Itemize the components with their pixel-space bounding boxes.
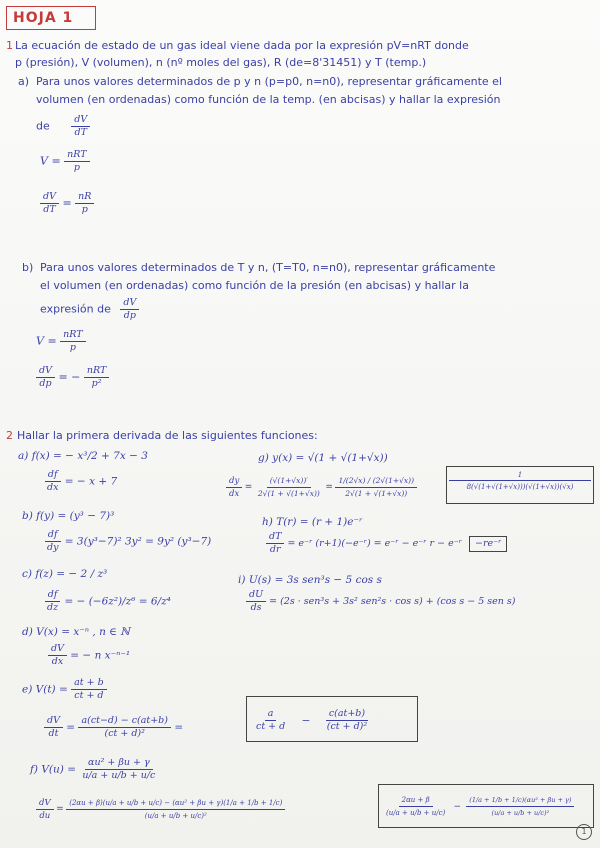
minus-sign: − [453,801,462,812]
problem-1b-line3-text: expresión de [40,302,111,316]
frac-den: dx [51,656,64,667]
eq-sign: = [244,482,253,493]
result-expression [383,795,574,818]
frac-den: (u/a + u/b + u/c) [386,809,446,817]
frac-den: (ct + d)² [104,728,145,739]
problem-2d-derivative [48,644,130,667]
result-frac [449,471,591,492]
frac-num: αu² + βu + γ [85,758,153,770]
function-expression: T(r) = (r + 1)e⁻ʳ [276,516,363,528]
frac-den: (u/a + u/b + u/c)² [491,809,550,817]
problem-2a-derivative [44,470,117,493]
frac-num: nRT [60,330,85,342]
calc-frac-2 [335,476,417,499]
deriv-lhs [44,716,63,739]
frac-num: df [45,530,61,542]
frac-den: ct + d [74,690,104,701]
problem-1b-line3 [40,298,139,321]
problem-1b-line1: Para unos valores determinados de T y n, (T=T0, n=n0), representar gráficamente [40,261,496,274]
frac-num: dT [266,532,284,544]
frac-num: a [265,709,277,721]
frac-den: (ct + d)² [326,721,368,732]
problem-2e-result-box [246,696,418,742]
problem-1a-eq2 [40,192,94,215]
frac-den: du [39,811,51,821]
function-lhs: V(u) = [41,763,77,776]
frac-num: dV [40,192,59,204]
deriv-lhs [44,590,61,613]
page-number: 1 [576,824,592,840]
frac-num: 1/(2√x) / (2√(1+√x)) [335,476,417,488]
deriv-result: = − (−6z²)/z⁶ = 6/z⁴ [64,595,171,608]
problem-2h-function [262,516,363,528]
deriv-lhs [36,798,54,821]
deriv-lhs [226,476,242,499]
minus-sign: − [301,714,311,727]
eq-rhs-frac [75,192,94,215]
frac-den: dr [269,544,281,555]
frac-den: dT [43,204,56,215]
function-expression: f(y) = (y³ − 7)³ [36,510,115,522]
problem-2h-result-box: −re⁻ʳ [469,536,507,552]
result-term-1 [253,709,288,732]
problem-2i-function [238,574,382,586]
eq-lhs-frac [40,192,59,215]
eq-rhs-frac [64,150,89,173]
result-expression [253,709,370,732]
eq-sign: = [66,721,76,734]
problem-2e-function [22,678,107,701]
problem-2c-function [22,568,107,580]
eq-sign: = [56,804,64,815]
eq-rhs-frac [84,366,109,389]
deriv-result: = − n x⁻ⁿ⁻¹ [70,649,131,662]
frac-num: nRT [84,366,109,378]
problem-1a-line2: volumen (en ordenadas) como función de la temp. (en abcisas) y hallar la expresión [36,93,501,106]
problem-1a-line1: Para unos valores determinados de p y n (p=p0, n=n0), representar gráficamente el [36,75,502,88]
deriv-result: = e⁻ʳ (r+1)(−e⁻ʳ) = e⁻ʳ − e⁻ʳ r − e⁻ʳ [287,538,463,549]
problem-1a-eq1 [40,150,90,173]
frac-den: (u/a + u/b + u/c)² [144,812,207,820]
problem-2-number: 2 [6,429,13,442]
frac-num: dV [36,798,54,810]
problem-1b-derivative [120,298,139,321]
frac-den: dp [39,378,52,389]
problem-1a-derivative [71,115,90,138]
frac-num: at + b [71,678,107,690]
frac-den: dx [47,482,59,493]
frac-num: dV [48,644,67,656]
problem-2g-derivative [226,476,417,499]
frac-den: ds [250,602,262,613]
problem-1a-label: a) [18,75,30,88]
frac-num: 2αu + β [399,795,433,807]
function-expression: U(s) = 3s sen³s − 5 cos s [248,574,382,586]
function-lhs: V(t) = [35,683,68,696]
problem-1b-eq2 [36,366,109,389]
frac-den: u/a + u/b + u/c [82,770,156,781]
frac-num: (2αu + β)(u/a + u/b + u/c) − (αu² + βu + γ)(1/a + 1/b + 1/c) [66,798,285,810]
frac-den: dt [48,728,59,739]
problem-1a-line3 [36,115,90,138]
frac-den: 2√(1 + √(1+√x)) [257,489,320,498]
item-label: f) [30,763,38,776]
item-label: h) [262,516,273,528]
eq-sign: = − [58,370,81,384]
eq-rhs-frac [60,330,85,353]
frac-den: ct + d [256,721,286,732]
frac-num: dV [44,716,63,728]
problem-2e-derivative [44,716,183,739]
problem-1-number: 1 [6,39,13,52]
frac-den: p [73,162,80,173]
deriv-result: = − x + 7 [64,475,118,488]
result-term-2 [466,795,574,818]
frac-num: 1 [449,471,591,481]
frac-den: dy [47,542,59,553]
frac-num: nRT [64,150,89,162]
item-label: e) [22,683,33,696]
frac-num: (√(1+√x))′ [267,476,311,488]
deriv-lhs [44,530,61,553]
eq-sign: = [62,196,72,210]
problem-2f-result-box [378,784,594,828]
frac-num: dV [120,298,139,310]
eq-lhs: V = [36,334,57,348]
problem-2f-derivative [36,798,285,821]
deriv-result: = (2s · sen³s + 3s² sen²s · cos s) + (cos s − 5 sen s) [269,596,516,607]
frac-num: dU [246,590,266,602]
problem-2b-derivative [44,530,211,553]
problem-1b-label: b) [22,261,34,274]
frac-num: (1/a + 1/b + 1/c)(αu² + βu + γ) [466,795,574,807]
calc-frac-1 [255,476,323,499]
calc-frac [78,716,171,739]
frac-den: p² [91,378,102,389]
function-frac [71,678,107,701]
deriv-lhs [266,532,284,555]
frac-num: c(at+b) [326,709,368,721]
calc-frac [66,798,285,821]
problem-2g-result-box [446,466,594,504]
frac-num: df [45,590,61,602]
item-label: d) [22,626,33,638]
page-title: HOJA 1 [6,6,96,30]
eq-sign: = [325,482,333,493]
frac-num: dV [36,366,55,378]
item-label: c) [22,568,32,580]
frac-num: dy [226,476,242,488]
problem-2a-function [18,450,148,462]
frac-den: dT [74,127,87,138]
frac-den: dx [229,489,240,499]
frac-num: df [45,470,61,482]
frac-den: dz [47,602,59,613]
item-label: i) [238,574,246,586]
problem-2c-derivative [44,590,171,613]
frac-num: dV [71,115,90,127]
result-term-2 [324,709,370,732]
deriv-result: = 3(y³−7)² 3y² = 9y² (y³−7) [64,535,212,548]
problem-1a-line3-text: de [36,119,50,133]
function-expression: V(x) = x⁻ⁿ , n ∈ ℕ [36,626,130,638]
frac-den: 8(√(1+√(1+√x)))(√(1+√x))(√x) [466,483,574,491]
deriv-lhs [246,590,266,613]
function-expression: f(x) = − x³/2 + 7x − 3 [31,450,148,462]
problem-1b-line2: el volumen (en ordenadas) como función de la presión (en abcisas) y hallar la [40,279,469,292]
item-label: a) [18,450,29,462]
problem-1b-eq1 [36,330,86,353]
problem-2g-function [258,452,388,464]
problem-2h-derivative [266,532,507,555]
deriv-lhs [44,470,61,493]
deriv-lhs [48,644,67,667]
frac-den: dp [123,310,136,321]
eq-sign: = [174,721,184,734]
frac-den: 2√(1 + √(1+√x)) [345,489,408,498]
frac-num: a(ct−d) − c(at+b) [78,716,171,728]
function-frac [79,758,158,781]
eq-lhs: V = [40,154,61,168]
frac-den: p [81,204,88,215]
eq-lhs-frac [36,366,55,389]
result-term-1 [383,795,448,818]
function-expression: f(z) = − 2 / z³ [35,568,108,580]
problem-2d-function [22,626,130,638]
function-expression: y(x) = √(1 + √(1+√x)) [272,452,388,464]
frac-num: nR [75,192,94,204]
problem-2f-function [30,758,158,781]
problem-1-statement-line2: p (presión), V (volumen), n (nº moles del gas), R (de=8'31451) y T (temp.) [15,56,427,69]
problem-2i-derivative [246,590,516,613]
problem-1-statement-line1: La ecuación de estado de un gas ideal viene dada por la expresión pV=nRT donde [15,39,469,52]
problem-2-statement: Hallar la primera derivada de las siguientes funciones: [17,429,318,442]
problem-2b-function [22,510,114,522]
item-label: b) [22,510,33,522]
frac-den: p [69,342,76,353]
item-label: g) [258,452,269,464]
